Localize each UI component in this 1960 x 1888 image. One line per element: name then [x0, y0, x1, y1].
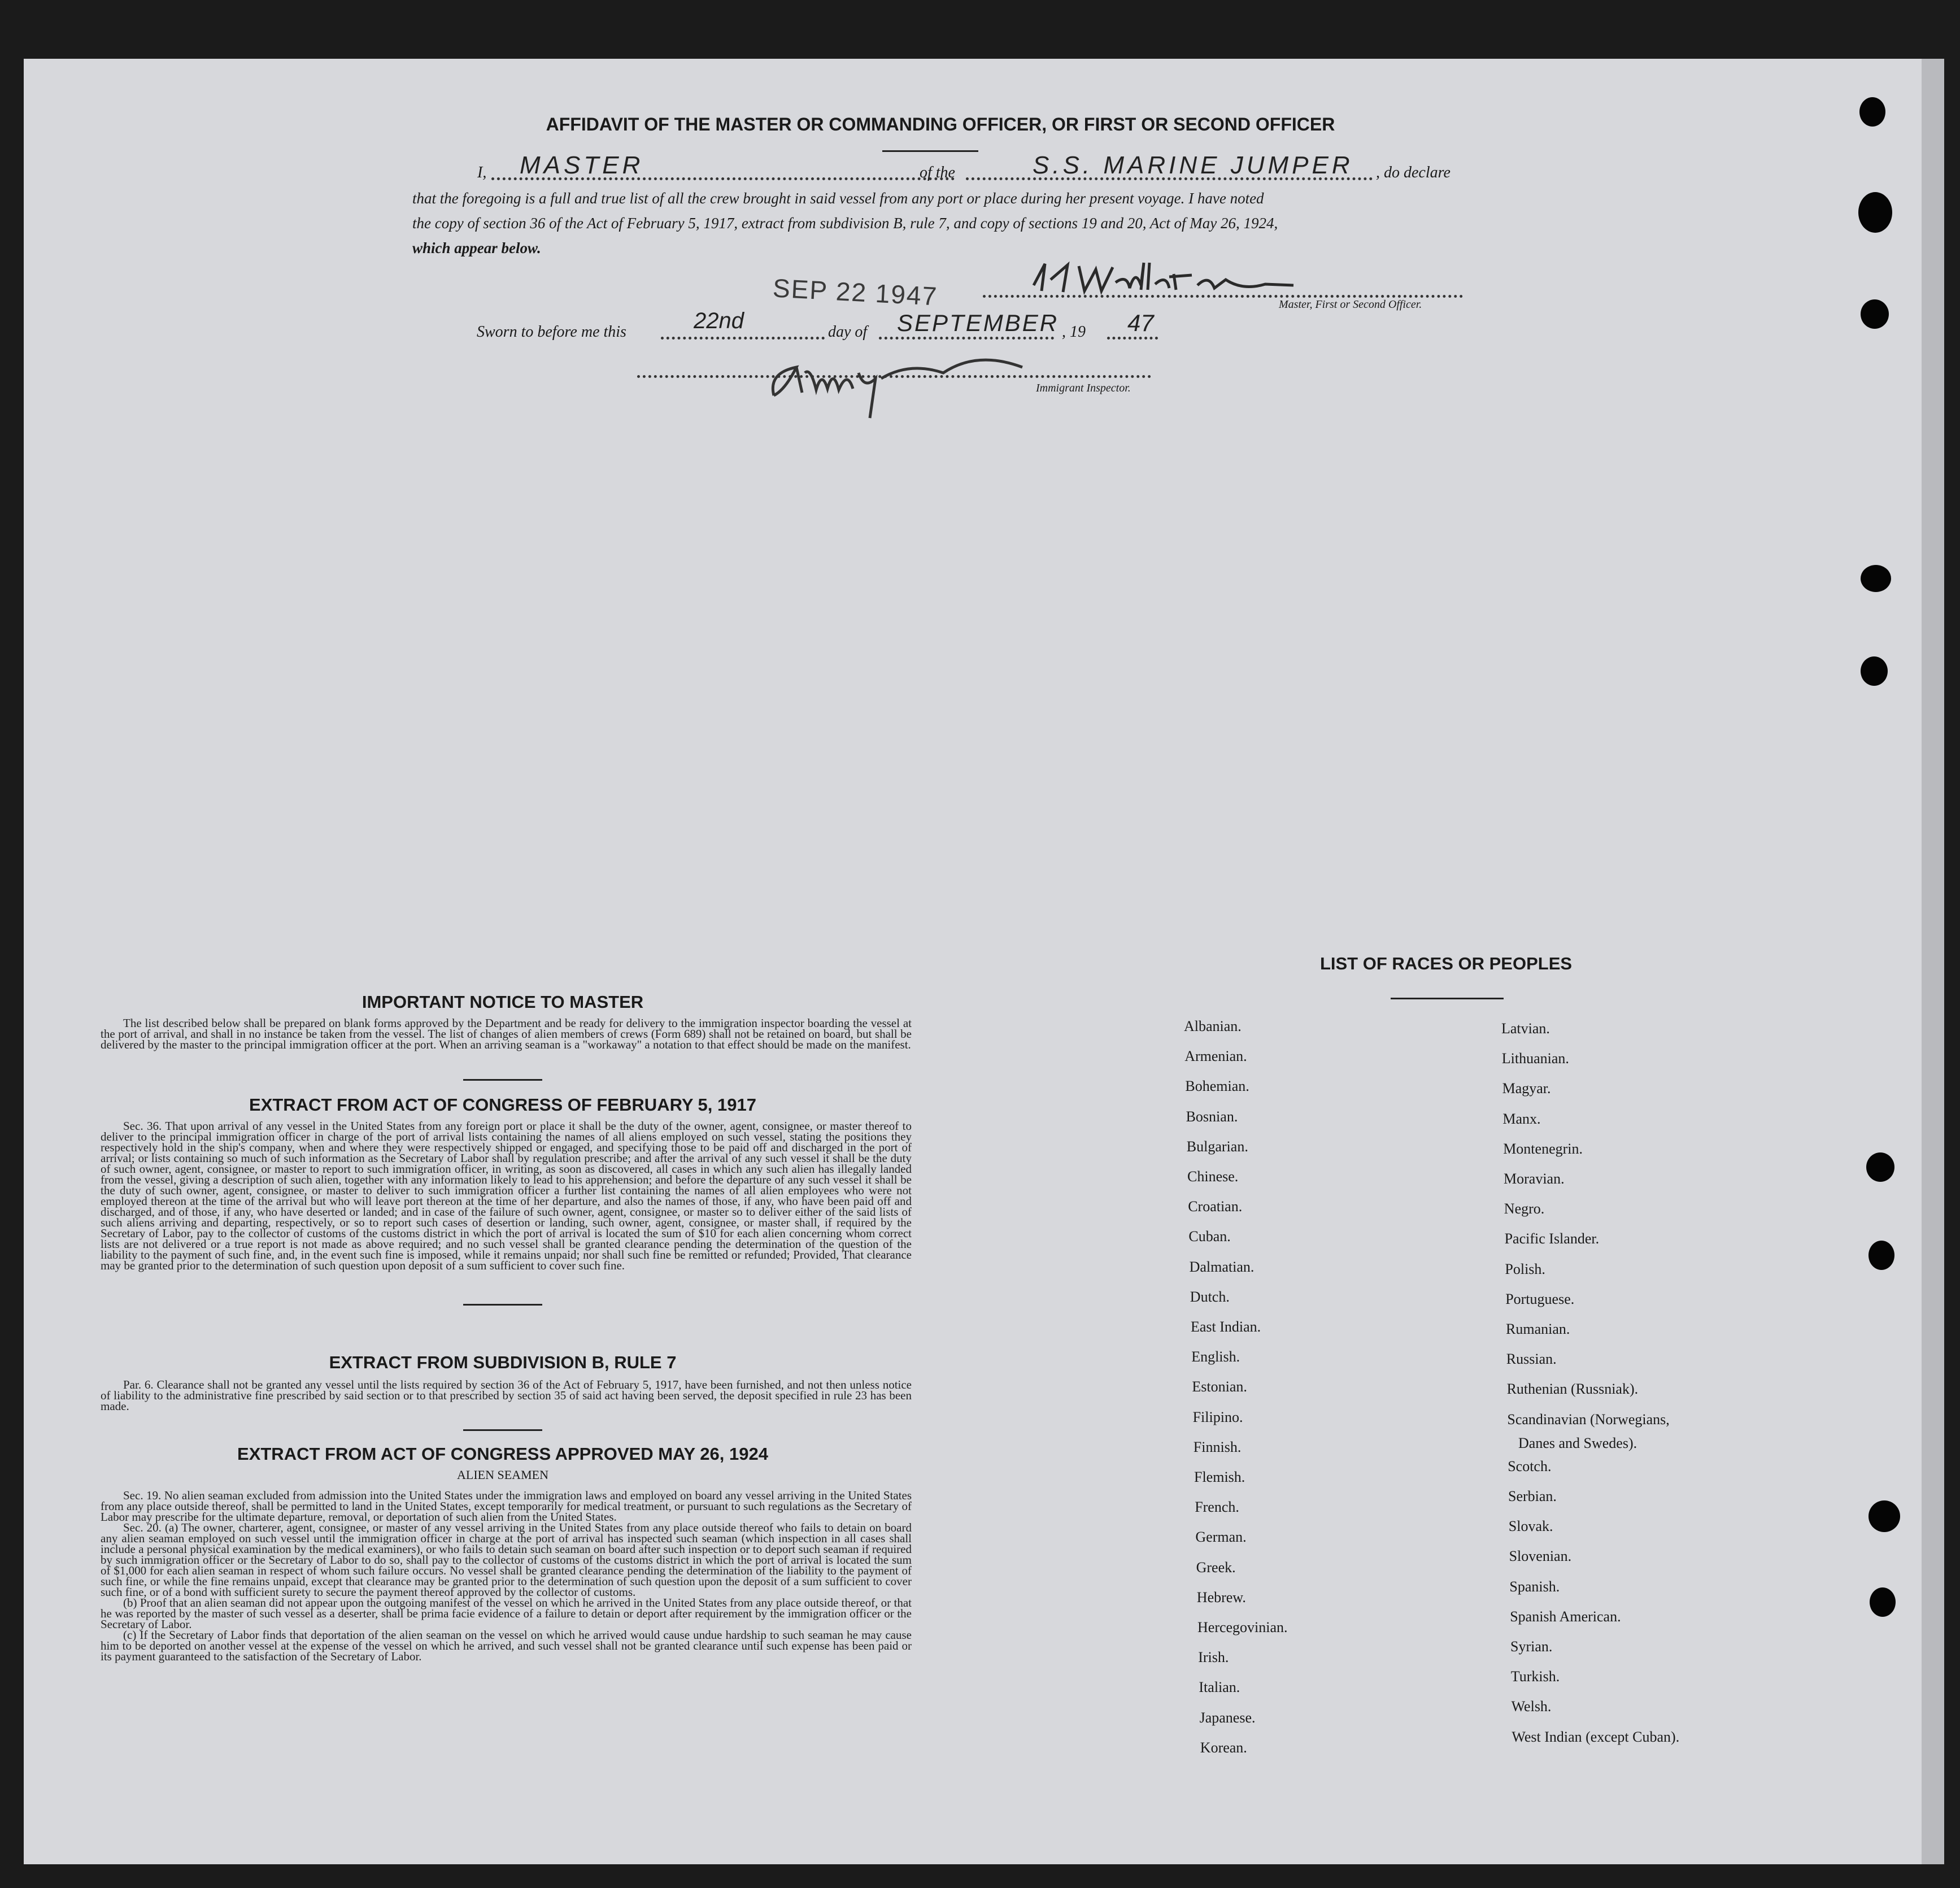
statement-line-1: that the foregoing is a full and true list of all the crew brought in said vessel from any port or place during her present voyage. I have noted	[412, 190, 1264, 207]
race-item: Spanish.	[1509, 1578, 1560, 1595]
race-item: Scotch.	[1508, 1458, 1552, 1474]
races-title: LIST OF RACES OR PEOPLES	[1319, 954, 1573, 973]
race-item: Irish.	[1198, 1649, 1229, 1666]
punch-hole	[1858, 192, 1892, 233]
race-item: Hebrew.	[1196, 1589, 1246, 1606]
race-item: Japanese.	[1199, 1709, 1256, 1726]
race-item: Italian.	[1199, 1679, 1240, 1696]
race-item: Croatian.	[1188, 1198, 1243, 1215]
race-item: Korean.	[1200, 1739, 1247, 1756]
inspector-signature	[763, 339, 1079, 429]
race-item: Lithuanian.	[1501, 1050, 1569, 1067]
sec-20b-paragraph: (b) Proof that an alien seaman did not appear upon the outgoing manifest of the vessel on which he arrived in the United States from any place outside thereof, or that he was reported by the master of such vessel as a deserter, shall be prima facie evidence of a failure to detain or deport after requirement by the immigration officer or the Secretary of Labor.	[101, 1596, 912, 1631]
extract-rule7-text	[101, 1380, 912, 1412]
punch-hole	[1859, 97, 1885, 127]
punch-hole	[1861, 656, 1888, 686]
date-stamp: SEP 22 1947	[772, 273, 939, 311]
affidavit-i-label: I,	[477, 164, 487, 181]
race-item: Portuguese.	[1505, 1290, 1575, 1307]
notice-paragraph: The list described below shall be prepared on blank forms approved by the Department and be ready for delivery to the immigration inspector boarding the vessel at the port of arrival, and shall in no instance be taken from the vessel. The list of changes of alien members of crews (Form 689) shall not be retained on board, but shall be delivered by the master to the principal immigration officer at the port. When an arriving seaman is a "workaway" a notation to that effect should be made on the manifest.	[101, 1016, 912, 1051]
race-item-continuation: Danes and Swedes).	[1518, 1435, 1637, 1451]
race-item: English.	[1191, 1348, 1240, 1365]
title-divider	[882, 150, 978, 152]
do-declare-label: , do declare	[1376, 164, 1451, 181]
race-item: German.	[1195, 1529, 1247, 1546]
race-item: Chinese.	[1187, 1168, 1239, 1185]
race-item: Welsh.	[1511, 1698, 1552, 1715]
race-item: French.	[1195, 1499, 1239, 1516]
officer-signature	[1028, 257, 1322, 302]
notice-text	[101, 1018, 912, 1050]
race-item: Ruthenian (Russniak).	[1506, 1381, 1639, 1398]
sworn-month: SEPTEMBER	[897, 310, 1059, 336]
punch-hole	[1870, 1587, 1896, 1617]
race-item: Spanish American.	[1510, 1608, 1621, 1625]
sworn-label: Sworn to before me this	[477, 323, 626, 341]
race-item: Armenian.	[1184, 1048, 1247, 1065]
extract-1917-title: EXTRACT FROM ACT OF CONGRESS OF FEBRUARY 5, 1917	[249, 1095, 756, 1115]
extract-1924-text	[101, 1490, 912, 1662]
day-of-label: day of	[828, 323, 868, 341]
section-divider	[463, 1304, 542, 1306]
sec-19-paragraph: Sec. 19. No alien seaman excluded from admission into the United States under the immigration laws and employed on board any vessel arriving in the United States from any place outside thereof, shall be permitted to land in the United States, except temporarily for medical treatment, or pursuant to such regulations as the Secretary of Labor may prescribe for the ultimate departure, removal, or deportation of such alien from the United States.	[101, 1489, 912, 1524]
extract-rule7-title: EXTRACT FROM SUBDIVISION B, RULE 7	[329, 1352, 677, 1372]
sworn-year: 47	[1127, 310, 1154, 336]
race-item: Manx.	[1502, 1110, 1541, 1127]
extract-1924-subtitle: ALIEN SEAMEN	[457, 1468, 548, 1482]
extract-1917-paragraph: Sec. 36. That upon arrival of any vessel in the United States from any foreign port or place it shall be the duty of the owner, agent, consignee, or master thereof to deliver to the principal immigration officer in charge of the port of arrival lists containing the names of all aliens employed on such vessel, stating the positions they respectively hold in the ship's company, when and where they were respectively shipped or engaged, and specifying those to be paid off and discharged in the port of arrival; or lists containing so much of such information as the Secretary of Labor shall by regulation prescribe; and after the arrival of any such vessel it shall be the duty of such owner, agent, consignee, or master to report to such immigration officer, in writing, as soon as discovered, all cases in which any such alien has illegally landed from the vessel, giving a description of such alien, together with any information likely to lead to his apprehension; and before the departure of any such vessel it shall be the duty of such owner, agent, consignee, or master to deliver to such immigration officer a further list containing the names of all alien employees who were not employed thereon at the time of the arrival but who will leave port thereon at the time of her departure, and also the names of those, if any, who have been paid off and discharged, and of those, if any, who have deserted or landed; and in case of the failure of such owner, agent, consignee, or master so to deliver either of the said lists of such aliens arriving and departing, respectively, or so to report such cases of desertion or landing, such owner, agent, consignee, or master shall, if required by the Secretary of Labor, pay to the collector of customs of the customs district in which the port of arrival is located the sum of $10 for each alien concerning whom correct lists are not delivered or a true report is not made as above required; and no such vessel shall be granted clearance pending the determination of the question of the liability to the payment of such fine, and, in the event such fine is imposed, while it remains unpaid; nor shall such fine be remitted or refunded; Provided, That clearance may be granted prior to the determination of such question upon deposit of a sum sufficient to cover such fine.	[101, 1119, 912, 1272]
statement-line-3: which appear below.	[412, 240, 541, 256]
section-divider	[463, 1429, 542, 1431]
race-item: Greek.	[1196, 1559, 1236, 1576]
race-item: Polish.	[1505, 1260, 1545, 1277]
notice-title: IMPORTANT NOTICE TO MASTER	[361, 992, 644, 1012]
punch-hole	[1866, 1152, 1894, 1182]
punch-hole	[1868, 1500, 1900, 1532]
race-item: Dutch.	[1190, 1288, 1230, 1305]
inspector-caption: Immigrant Inspector.	[1036, 382, 1131, 394]
race-item: Bulgarian.	[1186, 1138, 1248, 1155]
vessel-name: S.S. MARINE JUMPER	[1033, 151, 1353, 179]
race-item: Pacific Islander.	[1504, 1230, 1600, 1247]
race-item: Cuban.	[1188, 1228, 1231, 1245]
race-item: East Indian.	[1191, 1319, 1261, 1335]
race-item: Moravian.	[1504, 1171, 1565, 1187]
race-item: Dalmatian.	[1189, 1258, 1255, 1275]
race-item: West Indian (except Cuban).	[1512, 1728, 1680, 1745]
race-item: Bohemian.	[1185, 1078, 1249, 1095]
race-item: Finnish.	[1193, 1438, 1242, 1455]
year-prefix: , 19	[1062, 323, 1086, 341]
race-item: Filipino.	[1192, 1408, 1243, 1425]
race-item: Slovenian.	[1509, 1548, 1572, 1565]
race-item: Montenegrin.	[1503, 1140, 1583, 1157]
race-item: Negro.	[1504, 1200, 1545, 1217]
sworn-day: 22nd	[694, 308, 744, 333]
races-title-divider	[1391, 998, 1504, 999]
race-item: Rumanian.	[1506, 1321, 1570, 1337]
race-item: Slovak.	[1508, 1518, 1553, 1535]
punch-hole	[1861, 565, 1891, 592]
extract-1924-title: EXTRACT FROM ACT OF CONGRESS APPROVED MAY 26, 1924	[237, 1444, 768, 1464]
race-item: Scandinavian (Norwegians,	[1507, 1411, 1670, 1428]
sec-20a-paragraph: Sec. 20. (a) The owner, charterer, agent, consignee, or master of any vessel arriving in the United States from any place outside thereof who fails to detain on board any alien seaman employed on such vessel until the immigration officer in charge at the port of arrival has inspected such seaman (which inspection in all cases shall include a personal physical examination by the medical examiners), or who fails to detain such seaman on board after such inspection or to deport such seaman if required by such immigration officer or the Secretary of Labor to do so, shall pay to the collector of customs of the customs district in which the port of arrival is located the sum of $1,000 for each alien seaman in respect of whom such failure occurs. No vessel shall be granted clearance pending the determination of the liability to the payment of such fine, or while the fine remains unpaid, except that clearance may be granted prior to the determination of such question upon the deposit of a sum sufficient to cover such fine, or of a bond with sufficient surety to secure the payment thereof approved by the collector of customs.	[101, 1521, 912, 1599]
race-item: Turkish.	[1510, 1668, 1560, 1685]
race-item: Flemish.	[1194, 1469, 1245, 1485]
race-item: Serbian.	[1508, 1488, 1557, 1504]
statement-line-2: the copy of section 36 of the Act of February 5, 1917, extract from subdivision B, rule 7, and copy of sections 19 and 20, Act of May 26, 1924,	[412, 215, 1278, 232]
page-edge-shadow	[1922, 59, 1944, 1864]
sec-20c-paragraph: (c) If the Secretary of Labor finds that deportation of the alien seaman on the vessel on which he arrived would cause undue hardship to such seaman he may cause him to be deported on another vessel at the expense of the vessel on which he arrived, and such vessel shall not be granted clearance until such expense has been paid or its payment guaranteed to the satisfaction of the Secretary of Labor.	[101, 1628, 912, 1663]
race-item: Magyar.	[1502, 1080, 1551, 1097]
affidavit-title: AFFIDAVIT OF THE MASTER OR COMMANDING OFFICER, OR FIRST OR SECOND OFFICER	[546, 114, 1335, 134]
race-item: Syrian.	[1510, 1638, 1553, 1655]
master-name: MASTER	[520, 151, 644, 179]
year-dotted-line	[1107, 337, 1158, 340]
extract-1917-text	[101, 1121, 912, 1271]
officer-caption: Master, First or Second Officer.	[1279, 298, 1422, 311]
punch-hole	[1868, 1241, 1894, 1270]
race-item: Russian.	[1506, 1351, 1557, 1368]
race-item: Hercegovinian.	[1197, 1619, 1288, 1635]
race-item: Bosnian.	[1186, 1108, 1238, 1125]
race-item: Latvian.	[1501, 1020, 1550, 1037]
race-item: Estonian.	[1192, 1378, 1247, 1395]
of-the-label: of the	[920, 164, 955, 181]
extract-rule7-paragraph: Par. 6. Clearance shall not be granted any vessel until the lists required by section 36 of the Act of February 5, 1917, have been furnished, and not then unless notice of liability to the administrative fine prescribed by said section or to that prescribed by section 35 of said act having been served, the deposit specified in rule 23 has been made.	[101, 1378, 912, 1413]
race-item: Albanian.	[1184, 1018, 1242, 1034]
punch-hole	[1861, 299, 1889, 329]
section-divider	[463, 1079, 542, 1081]
